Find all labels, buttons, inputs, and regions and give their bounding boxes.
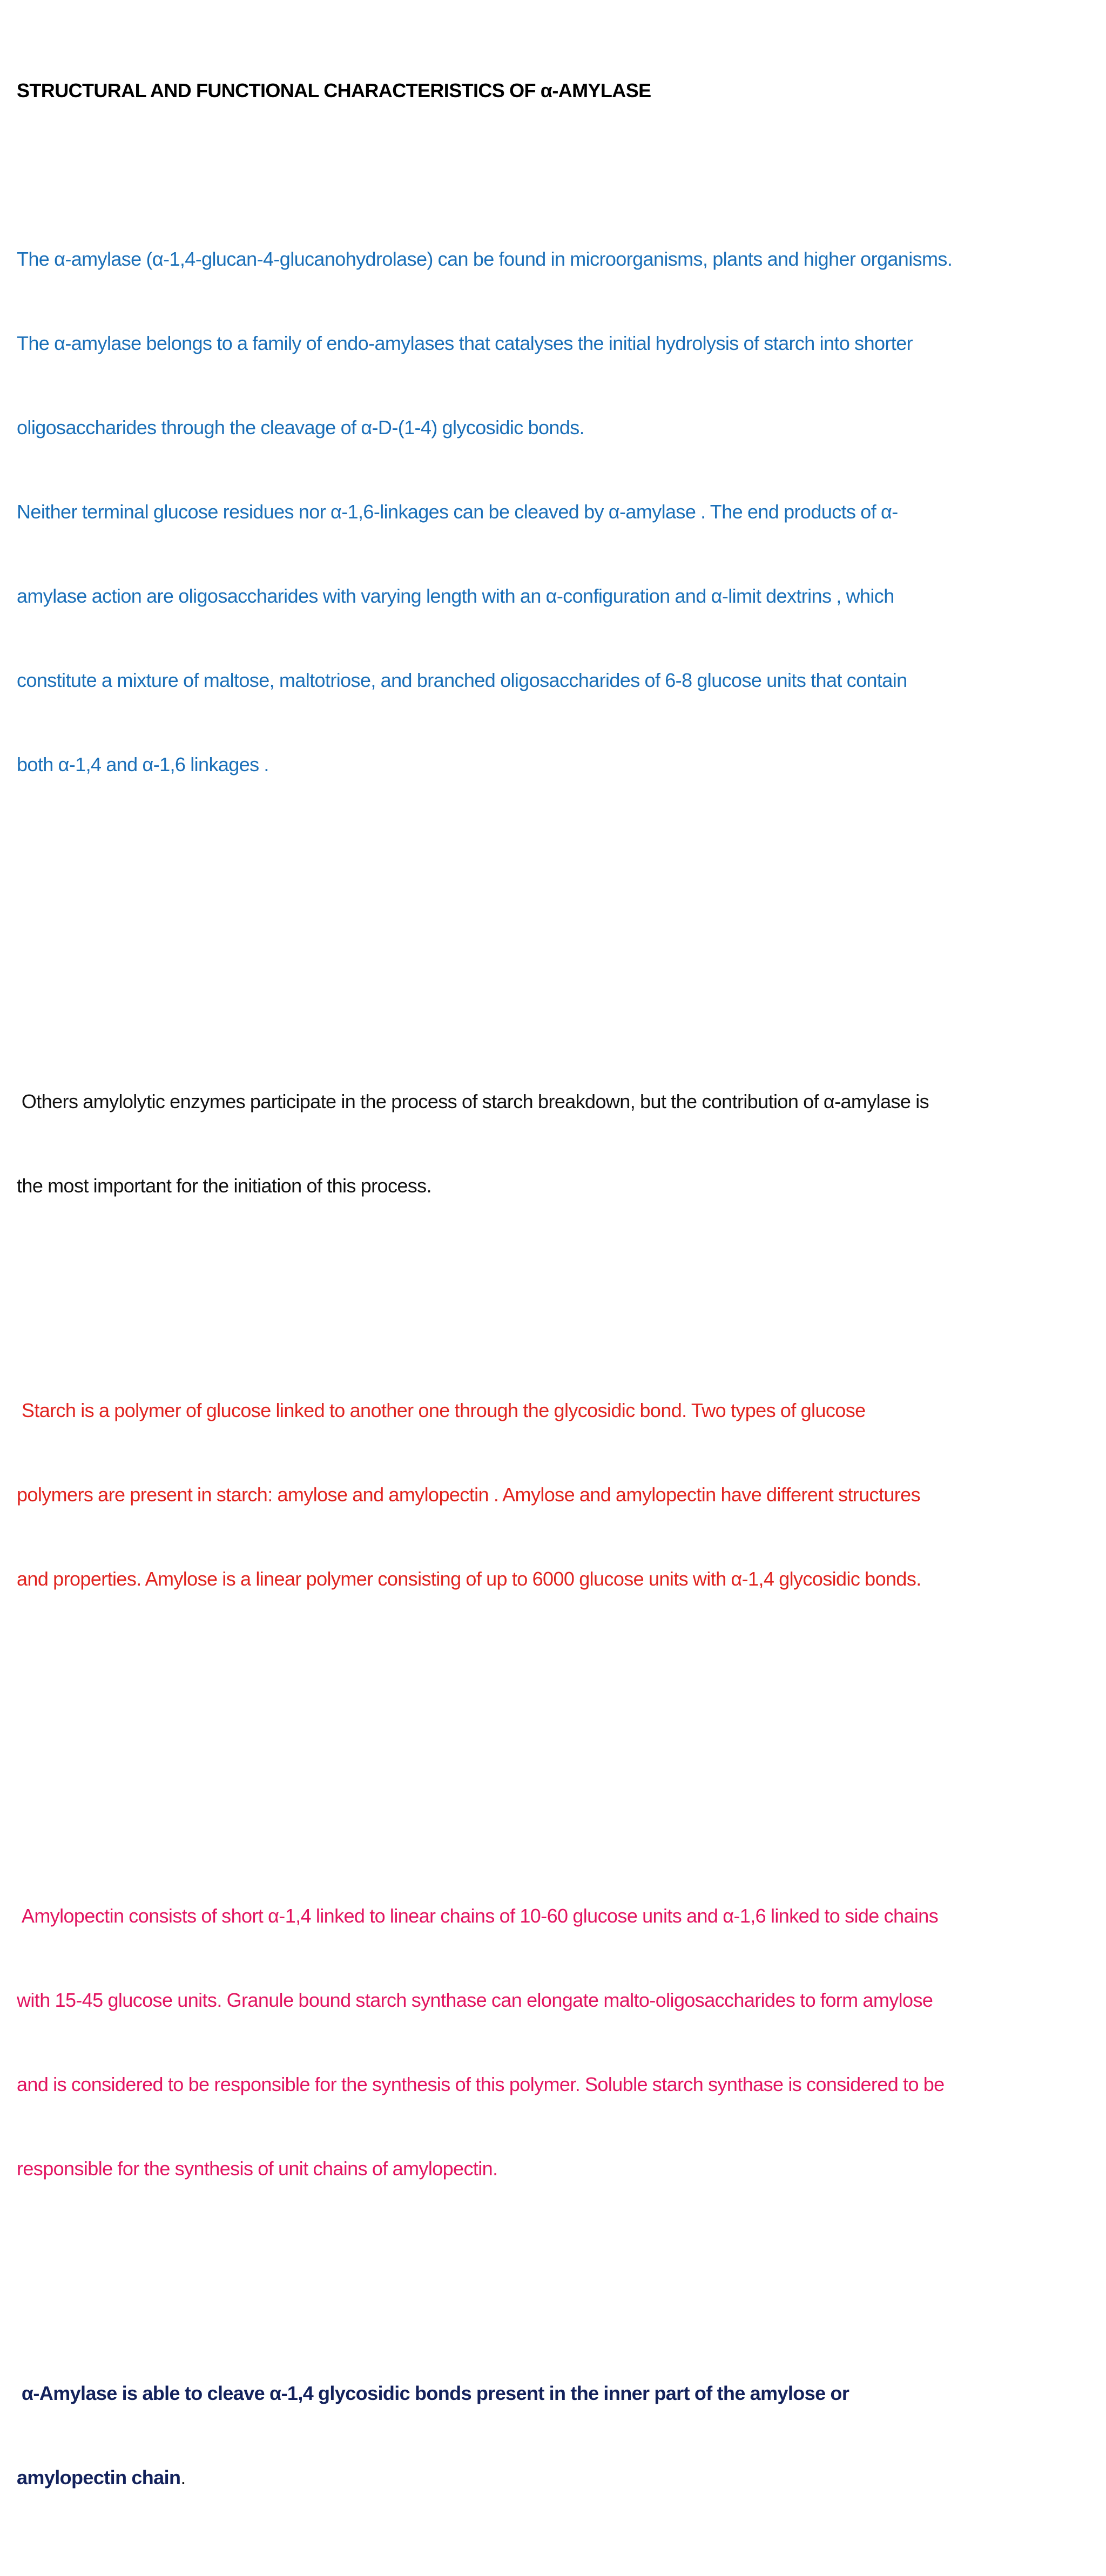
starch-line: and properties. Amylose is a linear polymer consisting of up to 6000 glucose units with α-1,4 glycosidic bonds. (17, 1568, 921, 1590)
intro-line: The α-amylase belongs to a family of endo-amylases that catalyses the initial hydrolysis of starch into shorter (17, 332, 913, 354)
amylopectin-line: with 15-45 glucose units. Granule bound starch synthase can elongate malto-oligosaccharides to form amylose (17, 1989, 933, 2011)
intro-line: oligosaccharides through the cleavage of α-D-(1-4) glycosidic bonds. (17, 416, 585, 439)
starch-paragraph (17, 1340, 1091, 1649)
amylopectin-line: responsible for the synthesis of unit chains of amylopectin. (17, 2157, 498, 2180)
conclusion-line: α-Amylase is able to cleave α-1,4 glycosidic bonds present in the inner part of the amylose or (17, 2382, 849, 2404)
starch-line: Starch is a polymer of glucose linked to another one through the glycosidic bond. Two types of glucose (17, 1399, 866, 1421)
amylopectin-line: and is considered to be responsible for the synthesis of this polymer. Soluble starch synthase is considered to be (17, 2073, 945, 2095)
amylolytic-paragraph (17, 1031, 1091, 1256)
intro-line: The α-amylase (α-1,4-glucan-4-glucanohydrolase) can be found in microorganisms, plants and higher organisms. (17, 248, 953, 270)
intro-line: Neither terminal glucose residues nor α-1,6-linkages can be cleaved by α-amylase . The end products of α- (17, 501, 898, 523)
amylopectin-paragraph (17, 1846, 1091, 2239)
intro-paragraph (17, 189, 1091, 835)
conclusion-bold-text: amylopectin chain (17, 2466, 181, 2489)
amylolytic-line: Others amylolytic enzymes participate in the process of starch breakdown, but the contribution of α-amylase is (17, 1090, 929, 1112)
conclusion-line-2 (17, 2464, 1091, 2492)
amylolytic-line: the most important for the initiation of this process. (17, 1175, 431, 1197)
intro-line: amylase action are oligosaccharides with varying length with an α-configuration and α-limit dextrins , which (17, 585, 894, 607)
intro-line: constitute a mixture of maltose, maltotriose, and branched oligosaccharides of 6-8 glucose units that contain (17, 669, 907, 691)
slide-title: STRUCTURAL AND FUNCTIONAL CHARACTERISTICS OF α-AMYLASE (17, 79, 651, 102)
conclusion-paragraph (17, 2323, 1091, 2548)
amylopectin-line: Amylopectin consists of short α-1,4 linked to linear chains of 10-60 glucose units and α-1,6 linked to side chains (17, 1905, 939, 1927)
conclusion-period: . (180, 2466, 186, 2489)
spacer (17, 919, 1091, 947)
spacer (17, 1734, 1091, 1762)
intro-line: both α-1,4 and α-1,6 linkages . (17, 753, 269, 776)
starch-line: polymers are present in starch: amylose and amylopectin . Amylose and amylopectin have different structures (17, 1483, 920, 1506)
slide-content (17, 21, 1091, 2576)
